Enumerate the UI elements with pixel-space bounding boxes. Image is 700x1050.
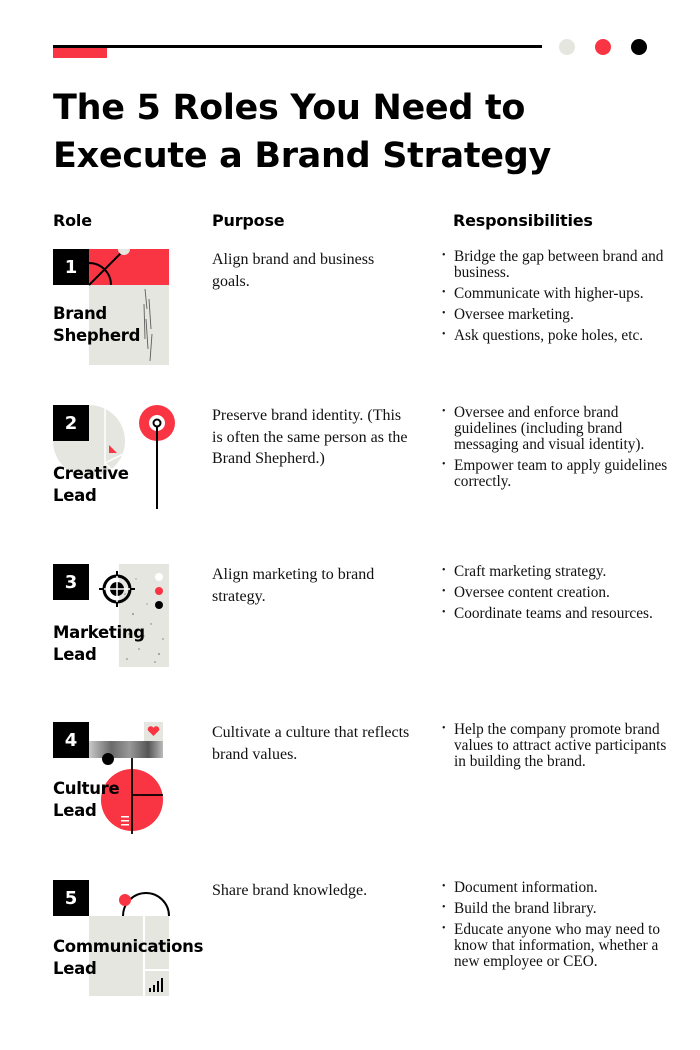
responsibilities-list <box>442 564 682 627</box>
role-number: 3 <box>53 564 89 600</box>
decor-dot-dark <box>631 39 647 55</box>
role-number: 1 <box>53 249 89 285</box>
role-purpose: Align brand and business goals. <box>212 251 375 290</box>
responsibility-item: • Craft marketing strategy. <box>442 564 682 580</box>
responsibility-item: • Build the brand library. <box>442 901 682 917</box>
header-accent-bar <box>53 48 107 58</box>
title-line-1: The 5 Roles You Need to <box>53 88 526 128</box>
role-purpose: Preserve brand identity. (This is often the same person as the Brand Shepherd.) <box>212 407 408 467</box>
responsibility-item: • Educate anyone who may need to know that information, whether a new employee or CEO. <box>442 922 682 970</box>
decor-dot-light <box>559 39 575 55</box>
responsibilities-list <box>442 722 682 775</box>
role-name: Creative Lead <box>53 464 129 505</box>
responsibilities-list <box>442 405 682 495</box>
responsibility-item: • Bridge the gap between brand and business. <box>442 249 682 281</box>
column-header-role: Role <box>53 211 92 230</box>
responsibility-item: • Empower team to apply guidelines correctly. <box>442 458 682 490</box>
role-name: Culture Lead <box>53 779 120 820</box>
responsibility-item: • Document information. <box>442 880 682 896</box>
role-name: Communications Lead <box>53 937 204 978</box>
role-purpose: Share brand knowledge. <box>212 882 368 899</box>
decor-dot-red <box>595 39 611 55</box>
responsibility-item: • Oversee content creation. <box>442 585 682 601</box>
role-name: Brand Shepherd <box>53 304 141 345</box>
role-name: Marketing Lead <box>53 623 145 664</box>
responsibility-item: • Help the company promote brand values to attract active participants in building the brand. <box>442 722 682 770</box>
role-number: 4 <box>53 722 89 758</box>
role-number: 2 <box>53 405 89 441</box>
responsibility-item: • Ask questions, poke holes, etc. <box>442 328 682 344</box>
title-line-2: Execute a Brand Strategy <box>53 136 552 176</box>
responsibility-item: • Coordinate teams and resources. <box>442 606 682 622</box>
page-title <box>53 84 673 180</box>
responsibility-item: • Oversee and enforce brand guidelines (including brand messaging and visual identity). <box>442 405 682 453</box>
role-purpose: Align marketing to brand strategy. <box>212 566 375 605</box>
role-purpose: Cultivate a culture that reflects brand values. <box>212 724 410 763</box>
responsibilities-list <box>442 880 682 975</box>
column-header-responsibilities: Responsibilities <box>453 211 593 230</box>
column-header-purpose: Purpose <box>212 211 285 230</box>
responsibility-item: • Communicate with higher-ups. <box>442 286 682 302</box>
header-rule <box>53 45 542 48</box>
responsibility-item: • Oversee marketing. <box>442 307 682 323</box>
responsibilities-list <box>442 249 682 349</box>
role-number: 5 <box>53 880 89 916</box>
